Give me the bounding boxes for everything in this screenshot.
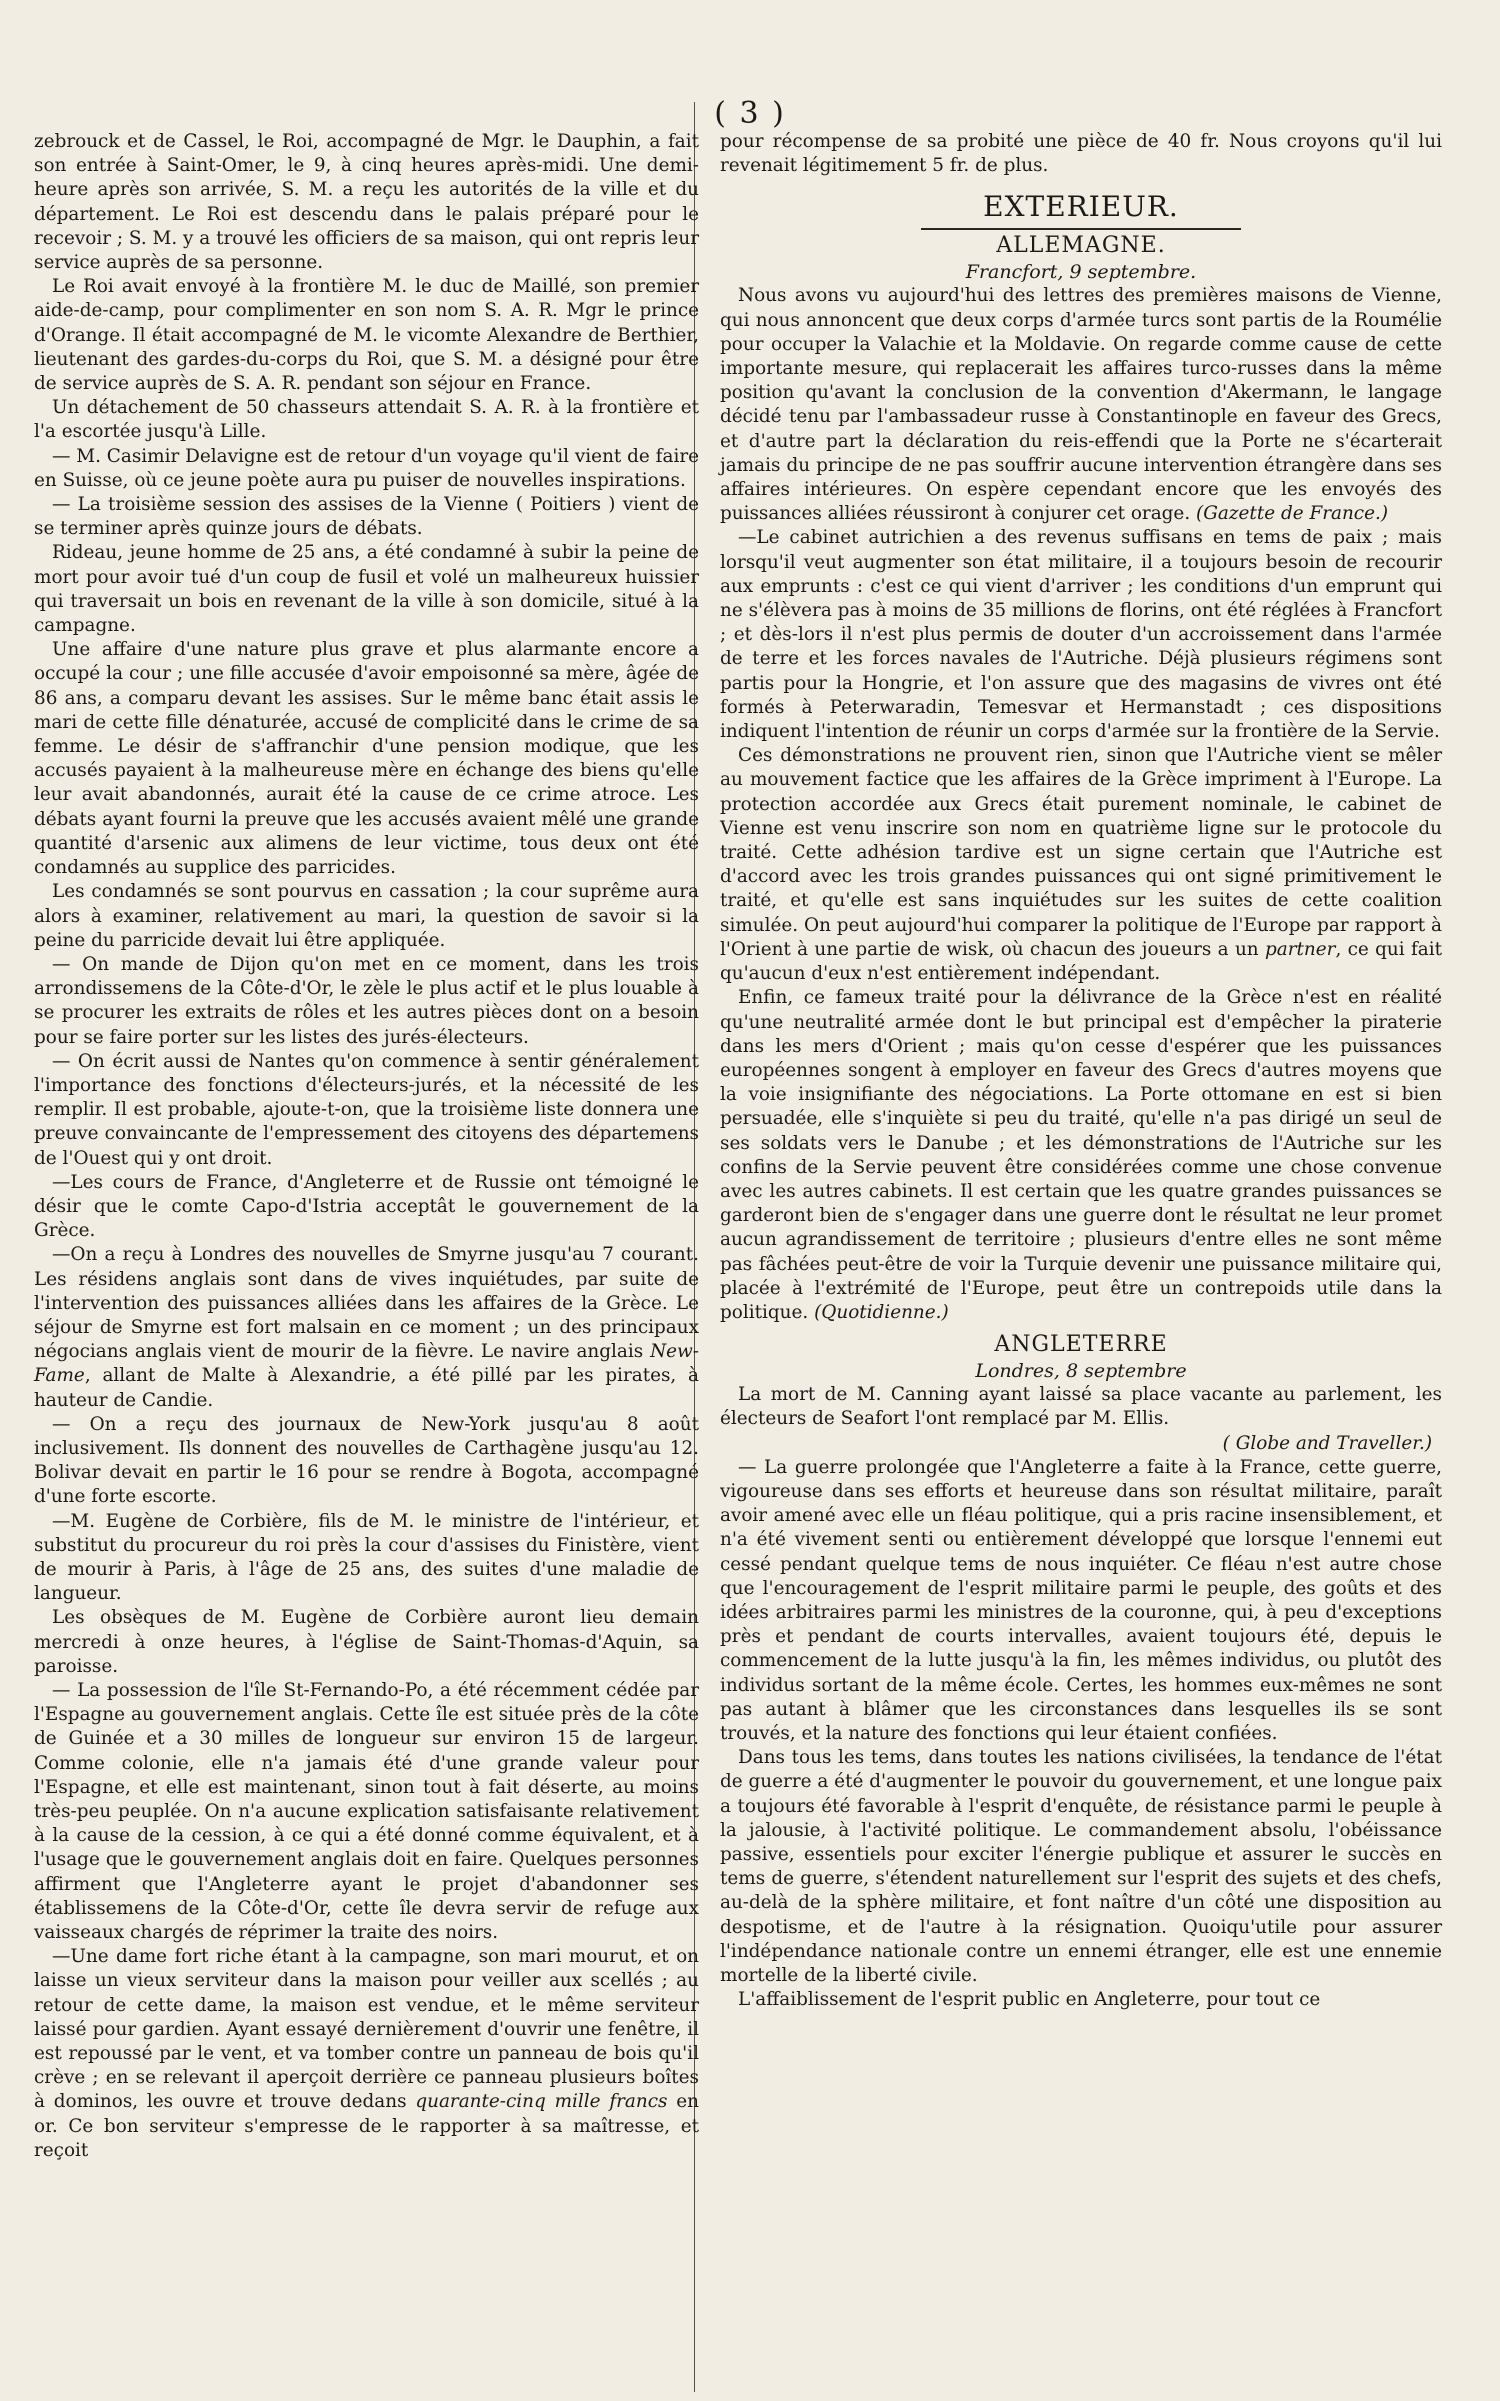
dateline-london: Londres, 8 septembre	[975, 1360, 1187, 1383]
left-column	[34, 130, 699, 2163]
section-rule	[921, 228, 1241, 230]
article-paragraph: —Le cabinet autrichien a des revenus suffisans en tems de paix ; mais lorsqu'il veut augmenter son état militaire, il a toujours besoin de recourir aux emprunts : c'est ce qui vient d'arriver ; les conditions d'un emprunt qui ne s'élèvera pas à moins de 35 millions de florins, ont été réglées à Francfort ; et dès-lors il n'est plus permis de douter d'un accroissement dans l'armée de terre et les forces navales de l'Autriche. Déjà plusieurs régimens sont partis pour la Hongrie, et l'on assure que des magasins de vivres ont été formés à Peterwaradin, Temesvar et Hermanstadt ; ces dispositions indiquent l'intention de réunir un corps d'armée sur la frontière de la Servie.	[720, 527, 1442, 743]
article-paragraph: — La guerre prolongée que l'Angleterre a faite à la France, cette guerre, vigoureuse dans ses efforts et heureuse dans son résultat militaire, paraît avoir amené avec elle un fléau politique, qui a pris racine insensiblement, et n'a été vivement senti ou entièrement développé que lorsque l'ennemi eut cessé pendant quelque tems de nous inquiéter. Ce fléau n'est autre chose que l'encouragement de l'esprit militaire parmi le peuple, des goûts et des idées arbitraires parmi les ministres de la couronne, qui, à peu d'exceptions près et pendant de courts intervalles, avaient toujours été, depuis le commencement de la lutte jusqu'à la fin, les mêmes individus, ou plutôt des individus sortant de la même école. Certes, les hommes eux-mêmes ne sont pas autant à blâmer que les circonstances dans lesquelles ils se sont trouvés, et la nature des fonctions qui leur étaient confiées.	[720, 1456, 1442, 1744]
article-paragraph: — M. Casimir Delavigne est de retour d'un voyage qu'il vient de faire en Suisse, où ce jeune poète aura pu puiser de nouvelles inspirations.	[34, 445, 699, 491]
article-paragraph: —M. Eugène de Corbière, fils de M. le ministre de l'intérieur, et substitut du procureur du roi près la cour d'assises du Finistère, vient de mourir à Paris, à l'âge de 25 ans, des suites d'une maladie de langueur.	[34, 1510, 699, 1605]
article-paragraph: L'affaiblissement de l'esprit public en Angleterre, pour tout ce	[738, 1989, 1321, 2011]
article-paragraph: Rideau, jeune homme de 25 ans, a été condamné à subir la peine de mort pour avoir tué d'un coup de fusil et volé un malheureux huissier qui traversait un bois en revenant de la ville à son domicile, situé à la campagne.	[34, 542, 699, 637]
article-paragraph: pour récompense de sa probité une pièce de 40 fr. Nous croyons qu'il lui revenait légitimement 5 fr. de plus.	[720, 131, 1442, 177]
article-paragraph: Une affaire d'une nature plus grave et plus alarmante encore a occupé la cour ; une fille accusée d'avoir empoisonné sa mère, âgée de 86 ans, a comparu devant les assises. Sur le même banc était assis le mari de cette fille dénaturée, accusé de complicité dans le crime de sa femme. Le désir de s'affranchir d'une pension modique, que les accusés payaient à la malheureuse mère en échange des biens qu'elle leur avait abandonnés, aurait été la cause de ce crime atroce. Les débats ayant fourni la preuve que les accusés avaient mêlé une grande quantité d'arsenic aux alimens de leur victime, tous deux ont été condamnés au supplice des parricides.	[34, 639, 699, 879]
article-paragraph: — La possession de l'île St-Fernando-Po, a été récemment cédée par l'Espagne au gouvernement anglais. Cette île est située près de la côte de Guinée et a 30 milles de longueur sur environ 15 de largeur. Comme colonie, elle n'a jamais été d'une grande valeur pour l'Espagne, et elle est maintenant, sinon tout à fait déserte, au moins très-peu peuplée. On n'a aucune explication satisfaisante relativement à la cause de la cession, à ce qui a été donné comme équivalent, et à l'usage que le gouvernement anglais doit en faire. Quelques personnes affirment que l'Angleterre ayant le projet d'abandonner ses établissemens de la Côte-d'Or, cette île devra servir de refuge aux vaisseaux chargés de réprimer la traite des noirs.	[34, 1680, 699, 1944]
article-paragraph: — On mande de Dijon qu'on met en ce moment, dans les trois arrondissemens de la Côte-d'Or, le zèle le plus actif et le plus louable à se procurer les extraits de rôles et les autres pièces dont on a besoin pour se faire porter sur les listes des jurés-électeurs.	[34, 953, 699, 1048]
article-paragraph: —Une dame fort riche étant à la campagne, son mari mourut, et on laisse un vieux serviteur dans la maison pour veiller aux scellés ; au retour de cette dame, la maison est vendue, et le même serviteur laissé pour gardien. Ayant essayé dernièrement d'ouvrir une fenêtre, il est repoussé par le vent, et va tomber contre un panneau de bois qu'il crève ; en se relevant il aperçoit derrière ce panneau plusieurs boîtes à dominos, les ouvre et trouve dedans quarante-cinq mille francs en or. Ce bon serviteur s'empresse de le rapporter à sa maîtresse, et reçoit	[34, 1946, 699, 2161]
country-heading-germany: ALLEMAGNE.	[996, 233, 1166, 259]
right-column	[720, 130, 1442, 2012]
article-paragraph: Les condamnés se sont pourvus en cassation ; la cour suprême aura alors à examiner, relativement au mari, la question de savoir si la peine du parricide devait lui être appliquée.	[34, 881, 699, 951]
article-paragraph: —On a reçu à Londres des nouvelles de Smyrne jusqu'au 7 courant. Les résidens anglais sont dans de vives inquiétudes, par suite de l'intervention des puissances alliées dans les affaires de la Grèce. Le séjour de Smyrne est fort malsain en ce moment ; un des principaux négocians anglais vient de mourir de la fièvre. Le navire anglais New-Fame, allant de Malte à Alexandrie, a été pillé par les pirates, à hauteur de Candie.	[34, 1244, 699, 1411]
section-title: EXTERIEUR.	[983, 190, 1179, 224]
source-citation: (Gazette de France.)	[1196, 503, 1389, 525]
article-paragraph: — On a reçu des journaux de New-York jusqu'au 8 août inclusivement. Ils donnent des nouvelles de Carthagène jusqu'au 12. Bolivar devait en partir le 16 pour se rendre à Bogota, accompagné d'une forte escorte.	[34, 1413, 699, 1508]
article-paragraph: La mort de M. Canning ayant laissé sa place vacante au parlement, les électeurs de Seafort l'ont remplacé par M. Ellis.	[720, 1384, 1442, 1430]
article-paragraph: — On écrit aussi de Nantes qu'on commence à sentir généralement l'importance des fonctions d'électeurs-jurés, et la nécessité de les remplir. Il est probable, ajoute-t-on, que la troisième liste donnera une preuve convaincante de l'empressement des citoyens des départemens de l'Ouest qui y ont droit.	[34, 1050, 699, 1169]
article-paragraph: — La troisième session des assises de la Vienne ( Poitiers ) vient de se terminer après quinze jours de débats.	[34, 494, 699, 540]
article-paragraph: Les obsèques de M. Eugène de Corbière auront lieu demain mercredi à onze heures, à l'église de Saint-Thomas-d'Aquin, sa paroisse.	[34, 1607, 699, 1677]
article-paragraph: Un détachement de 50 chasseurs attendait S. A. R. à la frontière et l'a escortée jusqu'à Lille.	[34, 397, 699, 443]
article-paragraph: zebrouck et de Cassel, le Roi, accompagné de Mgr. le Dauphin, a fait son entrée à Saint-Omer, le 9, à cinq heures après-midi. Une demi-heure après son arrivée, S. M. a reçu les autorités de la ville et du département. Le Roi est descendu dans le palais préparé pour le recevoir ; S. M. y a trouvé les officiers de sa maison, qui ont repris leur service auprès de sa personne.	[34, 131, 699, 274]
source-citation: (Quotidienne.)	[814, 1301, 949, 1323]
page-number: ( 3 )	[714, 96, 786, 131]
dateline-frankfurt: Francfort, 9 septembre.	[965, 261, 1197, 284]
article-paragraph: —Les cours de France, d'Angleterre et de Russie ont témoigné le désir que le comte Capo-d'Istria acceptât le gouvernement de la Grèce.	[34, 1171, 699, 1242]
country-heading-england: ANGLETERRE	[994, 1332, 1168, 1358]
article-paragraph: Le Roi avait envoyé à la frontière M. le duc de Maillé, son premier aide-de-camp, pour complimenter en son nom S. A. R. Mgr le prince d'Orange. Il était accompagné de M. le vicomte Alexandre de Berthier, lieutenant des gardes-du-corps du Roi, que S. M. a désigné pour être de service auprès de S. A. R. pendant son séjour en France.	[34, 276, 699, 395]
article-paragraph: Enfin, ce fameux traité pour la délivrance de la Grèce n'est en réalité qu'une neutralité armée dont le but principal est d'empêcher la piraterie dans les mers d'Orient ; mais qu'on cesse d'espérer que les puissances européennes songent à employer en faveur des Grecs d'autres moyens que la voie insignifiante des négociations. La Porte ottomane en est si bien persuadée, elle s'inquiète si peu du traité, qu'elle n'a pas dirigé un seul de ses soldats vers le Danube ; et les démonstrations de l'Autriche sur les confins de la Servie peuvent être considérées comme une chose convenue avec les autres cabinets. Il est certain que les quatre grandes puissances se garderont bien de s'engager dans une guerre dont le résultat ne leur promet aucun agrandissement de territoire ; plusieurs d'entre elles ne sont même pas fâchées peut-être de voir la Turquie devenir une puissance militaire qui, placée à l'extrémité de l'Europe, peut être un contrepoids utile dans la politique. (Quotidienne.)	[720, 987, 1442, 1323]
source-citation: ( Globe and Traveller.)	[1222, 1432, 1432, 1454]
article-paragraph: Nous avons vu aujourd'hui des lettres des premières maisons de Vienne, qui nous annoncent que deux corps d'armée turcs sont partis de la Roumélie pour occuper la Valachie et la Moldavie. On regarde comme cause de cette importante mesure, qui replacerait les affaires turco-russes dans la même position qu'avant la conclusion de la convention d'Akermann, le langage décidé tenu par l'ambassadeur russe à Constantinople en faveur des Grecs, et d'autre part la déclaration du reis-effendi que la Porte ne s'écarterait jamais du principe de ne pas souffrir aucune intervention étrangère dans ses affaires intérieures. On espère cependant encore que les envoyés des puissances alliées réussiront à conjurer cet orage. (Gazette de France.)	[720, 285, 1442, 525]
article-paragraph: Ces démonstrations ne prouvent rien, sinon que l'Autriche vient se mêler au mouvement factice que les affaires de la Grèce impriment à l'Europe. La protection accordée aux Grecs était purement nominale, le cabinet de Vienne est venu inscrire son nom en quatrième ligne sur le protocole du traité. Cette adhésion tardive est un signe certain que l'Autriche est d'accord avec les trois grandes puissances qui ont signé primitivement le traité, et qu'elle est sans inquiétudes sur les suites de cette coalition simulée. On peut aujourd'hui comparer la politique de l'Europe par rapport à l'Orient à une partie de wisk, où chacun des joueurs a un partner, ce qui fait qu'aucun d'eux n'est entièrement indépendant.	[720, 745, 1442, 985]
article-paragraph: Dans tous les tems, dans toutes les nations civilisées, la tendance de l'état de guerre a été d'augmenter le pouvoir du gouvernement, et une longue paix a toujours été favorable à l'esprit d'enquête, de résistance parmi le peuple à la jalousie, à l'activité politique. Le commandement absolu, l'obéissance passive, essentiels pour exciter l'énergie publique et assurer le succès en tems de guerre, s'étendent naturellement sur l'esprit des sujets et des chefs, au-delà de la sphère militaire, et font naître d'un côté une disposition au despotisme, et de l'autre à la résignation. Quoiqu'utile pour assurer l'indépendance nationale contre un ennemi étranger, elle est une ennemie mortelle de la liberté civile.	[720, 1747, 1442, 1987]
